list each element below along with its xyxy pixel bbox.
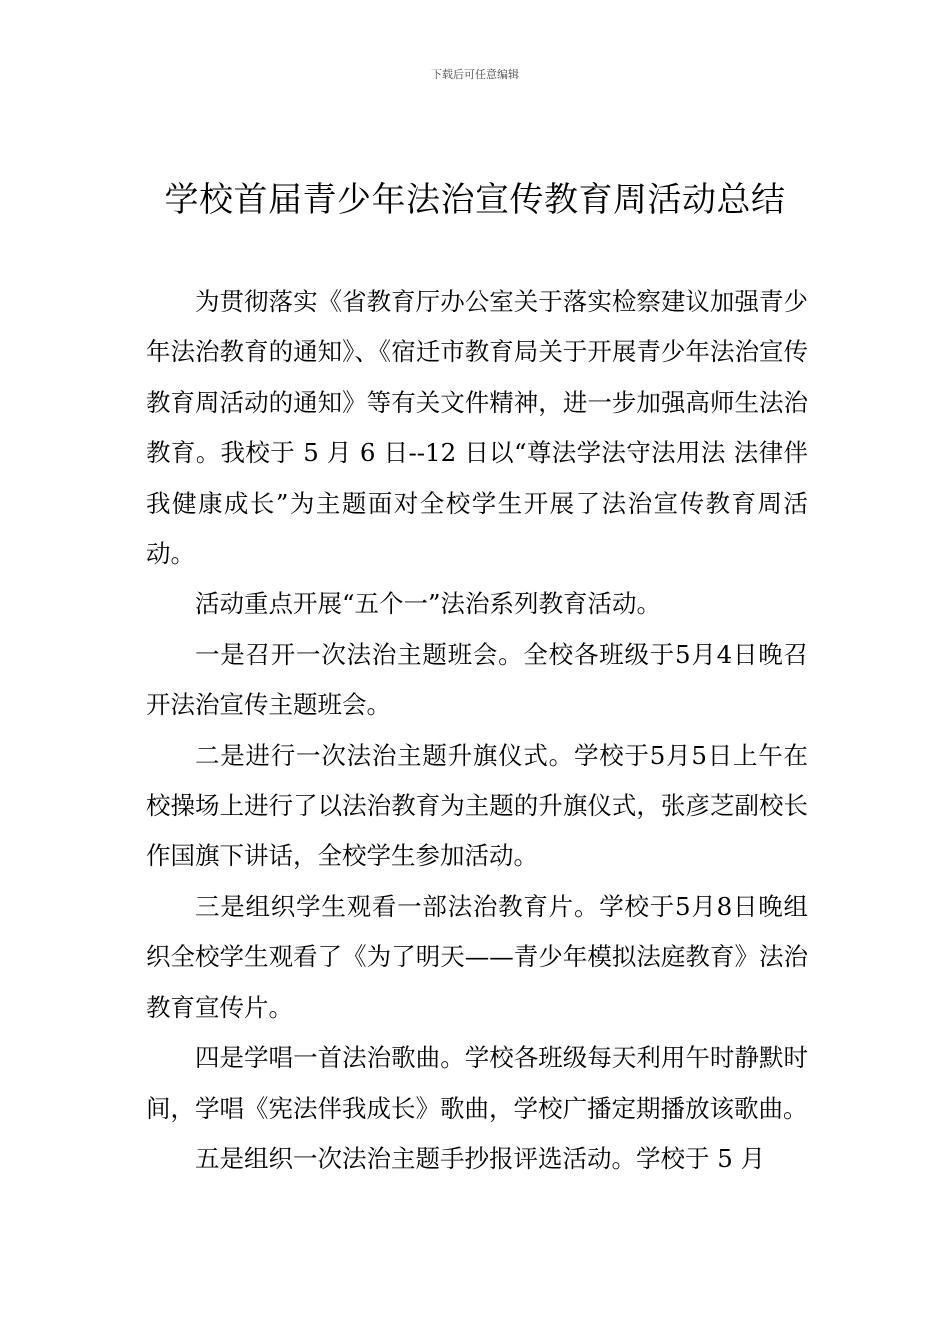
paragraph: 活动重点开展“五个一”法治系列教育活动。 xyxy=(195,589,662,619)
document-title: 学校首届青少年法治宣传教育周活动总结 xyxy=(164,180,786,220)
paragraph: 为贯彻落实《省教育厅办公室关于落实检察建议加强青少年法治教育的通知》、《宿迁市教育局关于开展青少年法治宣传教育周活动的通知》等有关文件精神，进一步加强高师生法治教育。我校于 5 月 6 日--12 日以“尊法学法守法用法 法律伴我健康成长”为主题面对全校学生开展了法治宣传教育周活动。 xyxy=(146,287,808,569)
paragraph: 三是组织学生观看一部法治教育片。学校于5月8日晚组织全校学生观看了《为了明天——青少年模拟法庭教育》法治教育宣传片。 xyxy=(146,891,808,1022)
document-body xyxy=(146,277,808,1184)
paragraph: 一是召开一次法治主题班会。全校各班级于5月4日晚召开法治宣传主题班会。 xyxy=(146,639,808,720)
paragraph: 二是进行一次法治主题升旗仪式。学校于5月5日上午在校操场上进行了以法治教育为主题的升旗仪式，张彦芝副校长作国旗下讲话，全校学生参加活动。 xyxy=(146,740,808,871)
paragraph: 五是组织一次法治主题手抄报评选活动。学校于 5 月 xyxy=(195,1143,766,1173)
paragraph: 四是学唱一首法治歌曲。学校各班级每天利用午时静默时间，学唱《宪法伴我成长》歌曲，学校广播定期播放该歌曲。 xyxy=(146,1043,808,1123)
header-note: 下载后可任意编辑 xyxy=(431,68,519,81)
